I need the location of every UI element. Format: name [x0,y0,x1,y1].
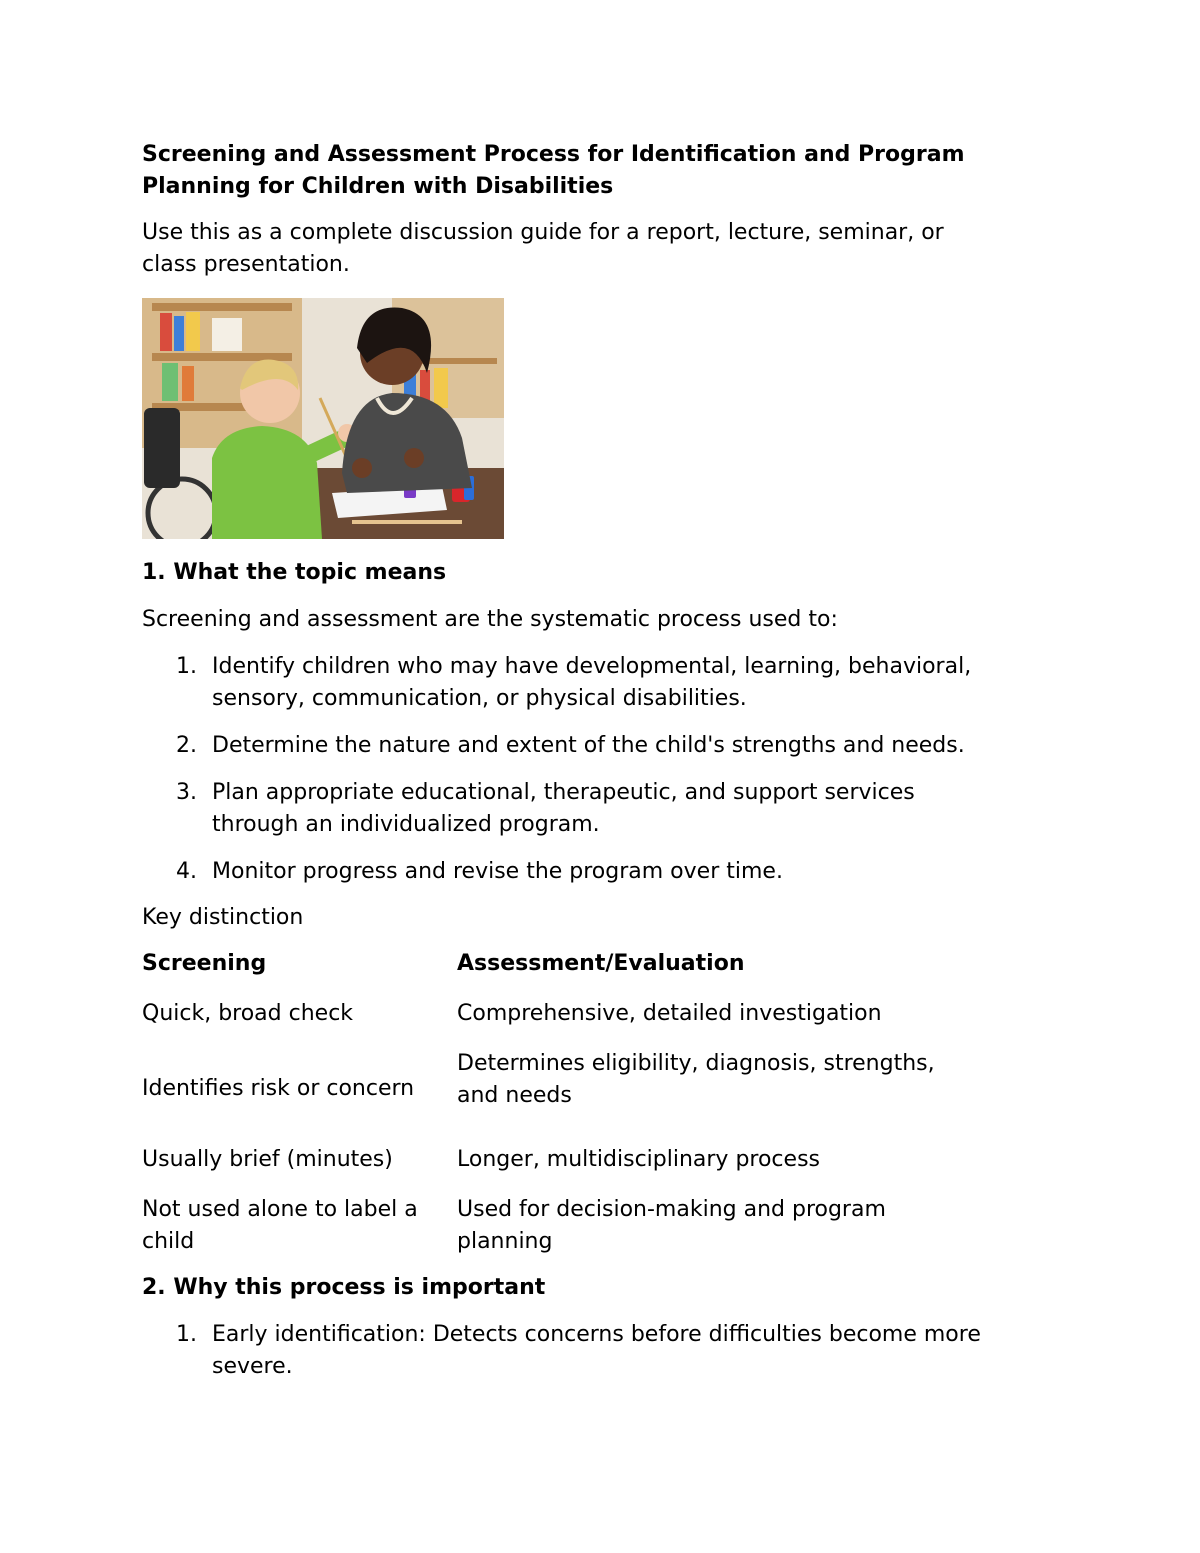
intro-line: class presentation. [142,252,350,277]
intro-line: Use this as a complete discussion guide for a report, lecture, seminar, or [142,220,944,245]
list-line: severe. [212,1354,293,1379]
list-number: 1. [176,654,197,679]
table-cell [457,1194,982,1258]
numbered-list [142,1319,1062,1383]
table-row [142,1144,982,1194]
key-distinction-label: Key distinction [142,905,304,930]
cell-line: Determines eligibility, diagnosis, strengths, [457,1051,935,1076]
table-row [142,1194,982,1258]
list-item [142,651,1062,715]
list-number: 3. [176,780,197,805]
cell-line: child [142,1229,195,1254]
cell-line: and needs [457,1083,572,1108]
title-line: Planning for Children with Disabilities [142,174,614,199]
list-line: Identify children who may have developmental, learning, behavioral, [212,654,972,679]
cell-line: planning [457,1229,553,1254]
list-item [142,1319,1062,1383]
cell-line: Longer, multidisciplinary process [457,1147,820,1172]
table-header-row [142,948,982,998]
table-cell [142,1144,457,1194]
cell-line: Identifies risk or concern [142,1076,415,1101]
title-line: Screening and Assessment Process for Identification and Program [142,142,965,167]
list-number: 4. [176,859,197,884]
list-line: Plan appropriate educational, therapeutic, and support services [212,780,915,805]
list-line: sensory, communication, or physical disabilities. [212,686,747,711]
table-cell [457,1144,982,1194]
list-item [142,730,1062,762]
list-line: through an individualized program. [212,812,600,837]
table-cell [142,1194,457,1258]
cell-line: Quick, broad check [142,1001,354,1026]
table-header: Screening [142,951,267,976]
list-item [142,777,1062,841]
list-number: 1. [176,1322,197,1347]
cell-line: Used for decision-making and program [457,1197,886,1222]
list-number: 2. [176,733,197,758]
cell-line: Not used alone to label a [142,1197,418,1222]
list-line: Early identification: Detects concerns before difficulties become more [212,1322,981,1347]
document-title [142,139,1062,203]
table-cell [142,1048,457,1144]
table-row [142,1048,982,1144]
table-cell [457,998,982,1048]
document-content [142,139,1062,1398]
section-lead: Screening and assessment are the systematic process used to: [142,607,838,632]
list-line: Determine the nature and extent of the child's strengths and needs. [212,733,965,758]
table-cell [457,1048,982,1144]
table-cell [142,998,457,1048]
table-header: Assessment/Evaluation [457,951,745,976]
list-item [142,856,1062,888]
intro-paragraph [142,217,1062,281]
numbered-list [142,651,1062,888]
table-row [142,998,982,1048]
cell-line: Comprehensive, detailed investigation [457,1001,882,1026]
section-heading: 1. What the topic means [142,560,447,585]
classroom-photo [142,298,504,539]
list-line: Monitor progress and revise the program over time. [212,859,783,884]
section-heading: 2. Why this process is important [142,1275,546,1300]
distinction-table [142,948,982,1258]
cell-line: Usually brief (minutes) [142,1147,393,1172]
